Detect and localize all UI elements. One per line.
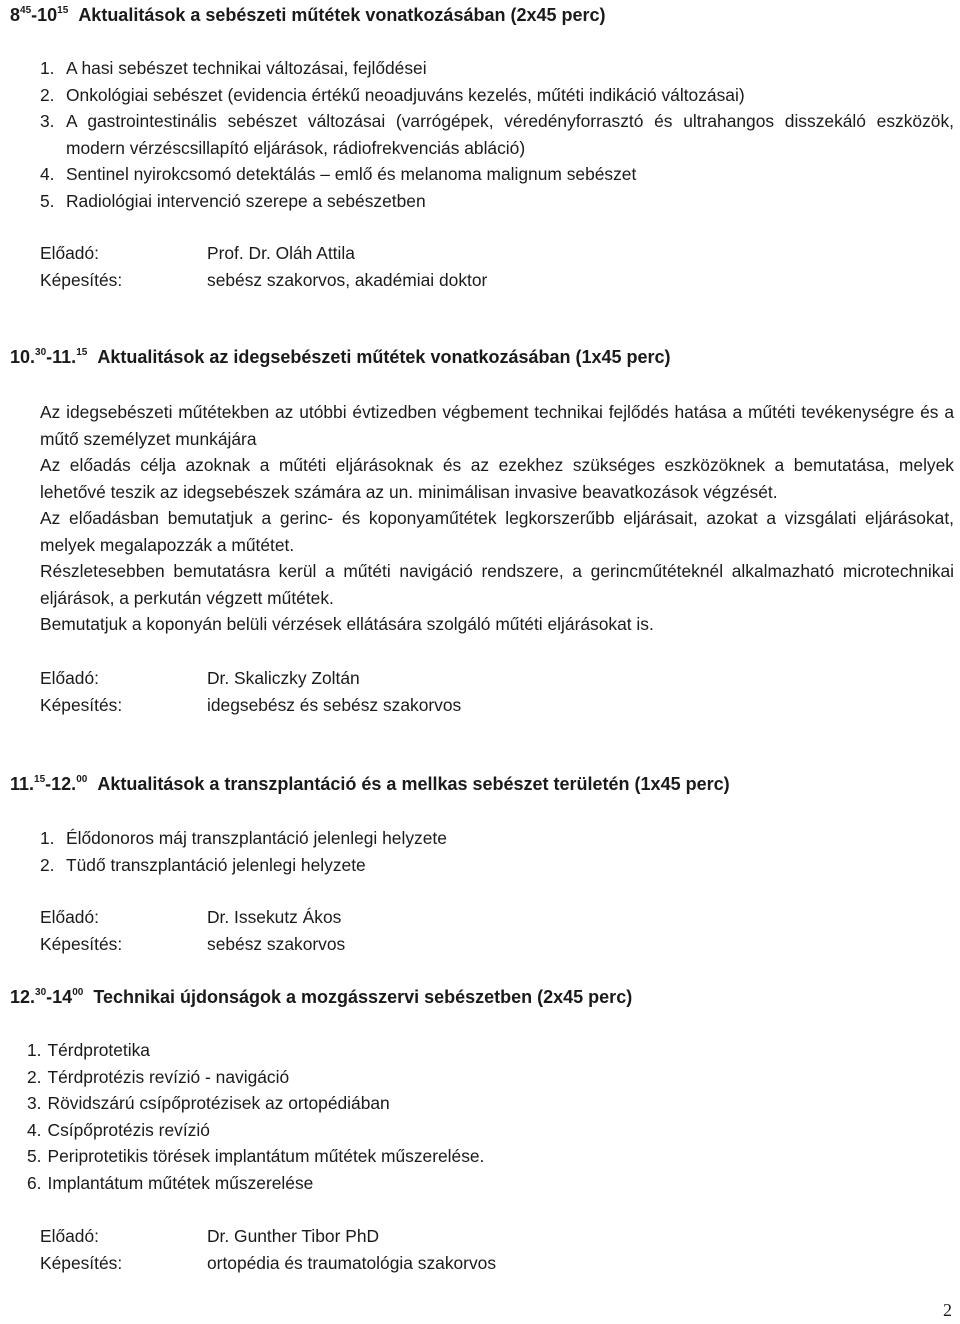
- section-heading: $12.30-14^{00}$ Technikai újdonságok a mozgásszervi sebészetben (2x45 perc): [10, 987, 633, 1007]
- list-item: 4. Csípőprotézis revízió: [27, 1119, 210, 1140]
- qualification-value: ortopédia és traumatológia szakorvos: [207, 1252, 497, 1273]
- speaker-name: Dr. Gunther Tibor PhD: [207, 1226, 380, 1246]
- time-end-minute: 00: [72, 987, 84, 998]
- time-end-hour: 10: [37, 5, 58, 25]
- time-start-hour: 8: [10, 5, 21, 25]
- speaker-info: [40, 1223, 954, 1276]
- topic-list: [40, 825, 954, 878]
- qualification-value: sebész szakorvos: [207, 933, 346, 954]
- speaker-info: [40, 665, 954, 718]
- section-title: Aktualitások a transzplantáció és a mellkas sebészet területén (1x45 perc): [97, 774, 730, 794]
- paragraph: Az idegsebészeti műtétekben az utóbbi évtizedben végbement technikai fejlődés hatása a műtéti tevékenységre és a műtő személyzet munkájára: [40, 402, 954, 449]
- time-end-hour: 12.: [51, 774, 77, 794]
- time-start-minute: 15: [34, 774, 46, 785]
- time-end-hour: 11.: [52, 347, 77, 367]
- list-item: 2. Térdprotézis revízió - navigáció: [27, 1066, 290, 1087]
- speaker-info: [40, 904, 954, 957]
- paragraph: Az előadás célja azoknak a műtéti eljárásoknak és az ezekhez szükséges eszközöknek a bemutatása, melyek lehetővé teszik az idegsebészek számára az un. minimálisan invasive beavatkozások végzését.: [40, 455, 954, 502]
- section-1: [10, 2, 954, 29]
- section-2: [10, 344, 954, 371]
- paragraph: Bemutatjuk a koponyán belüli vérzések ellátására szolgáló műtéti eljárásokat is.: [40, 614, 654, 634]
- qualification-label: Képesítés:: [40, 933, 123, 954]
- speaker-info: [40, 240, 954, 293]
- section-heading: 10.30-11.15 Aktualitások az idegsebészeti műtétek vonatkozásában (1x45 perc): [10, 347, 671, 367]
- time-end-minute: 15: [76, 347, 88, 358]
- topic-list: [40, 55, 954, 214]
- list-item: 3. Rövidszárú csípőprotézisek az ortopédiában: [27, 1093, 390, 1113]
- section-title: Aktualitások az idegsebészeti műtétek vonatkozásában (1x45 perc): [97, 347, 671, 367]
- paragraph: Részletesebben bemutatásra kerül a műtéti navigáció rendszere, a gerincműtéteknél alkalmazható microtechnikai eljárások, a perkután végzett műtétek.: [40, 561, 954, 608]
- qualification-label: Képesítés:: [40, 694, 123, 715]
- speaker-name: Prof. Dr. Oláh Attila: [207, 243, 355, 263]
- list-item: 3. A gastrointestinális sebészet változásai (varrógépek, véredényforrasztó és ultrahangos disszekáló eszközök, modern vérzéscsillapító eljárások, rádiofrekvenciás abláció): [40, 111, 954, 158]
- speaker-label: Előadó:: [40, 907, 99, 927]
- list-item: 4. Sentinel nyirokcsomó detektálás – emlő és melanoma malignum sebészet: [40, 164, 637, 184]
- list-item: 5. Periprotetikis törések implantátum műtétek műszerelése.: [27, 1146, 485, 1166]
- qualification-value: sebész szakorvos, akadémiai doktor: [207, 269, 488, 290]
- list-item: 2. Onkológiai sebészet (evidencia értékű neoadjuváns kezelés, műtéti indikáció változásai): [40, 84, 745, 105]
- section-title: Aktualitások a sebészeti műtétek vonatkozásában (2x45 perc): [78, 5, 606, 25]
- section-description: [40, 399, 954, 638]
- time-start-minute: 30: [35, 347, 47, 358]
- section-3: [10, 771, 954, 798]
- page-number: 2: [943, 1300, 952, 1320]
- section-heading: $8^{45}-10^{15}$ Aktualitások a sebészeti műtétek vonatkozásában (2x45 perc): [10, 5, 606, 25]
- paragraph: Az előadásban bemutatjuk a gerinc- és koponyaműtétek legkorszerűbb eljárásait, azokat a vizsgálati eljárásokat, melyek megalapozzák a műtétet.: [40, 508, 954, 555]
- time-end-minute: 15: [57, 5, 69, 16]
- qualification-label: Képesítés:: [40, 1252, 123, 1273]
- list-item: 6. Implantátum műtétek műszerelése: [27, 1172, 314, 1193]
- time-end-hour: 14: [52, 987, 73, 1007]
- time-start-hour: 11.: [10, 774, 35, 794]
- time-start-hour: 12.: [10, 987, 36, 1007]
- list-item: 1. A hasi sebészet technikai változásai, fejlődései: [40, 58, 427, 78]
- speaker-name: Dr. Issekutz Ákos: [207, 907, 342, 927]
- topic-list: [27, 1037, 954, 1196]
- speaker-label: Előadó:: [40, 243, 99, 263]
- list-item: 1. Térdprotetika: [27, 1040, 150, 1060]
- list-item: 5. Radiológiai intervenció szerepe a sebészetben: [40, 190, 426, 211]
- qualification-label: Képesítés:: [40, 269, 123, 290]
- list-item: 2. Tüdő transzplantáció jelenlegi helyzete: [40, 854, 366, 875]
- speaker-name: Dr. Skaliczky Zoltán: [207, 668, 360, 688]
- time-start-hour: 10.: [10, 347, 36, 367]
- section-title: Technikai újdonságok a mozgásszervi sebészetben (2x45 perc): [93, 987, 633, 1007]
- list-item: 1. Élődonoros máj transzplantáció jelenlegi helyzete: [40, 828, 447, 848]
- time-end-minute: 00: [76, 774, 88, 785]
- qualification-value: idegsebész és sebész szakorvos: [207, 694, 462, 715]
- time-start-minute: 45: [20, 5, 32, 16]
- section-4: [10, 984, 954, 1011]
- section-heading: 11.15-12.00 Aktualitások a transzplantáció és a mellkas sebészet területén (1x45 perc): [10, 774, 730, 794]
- speaker-label: Előadó:: [40, 1226, 99, 1246]
- time-start-minute: 30: [35, 987, 47, 998]
- speaker-label: Előadó:: [40, 668, 99, 688]
